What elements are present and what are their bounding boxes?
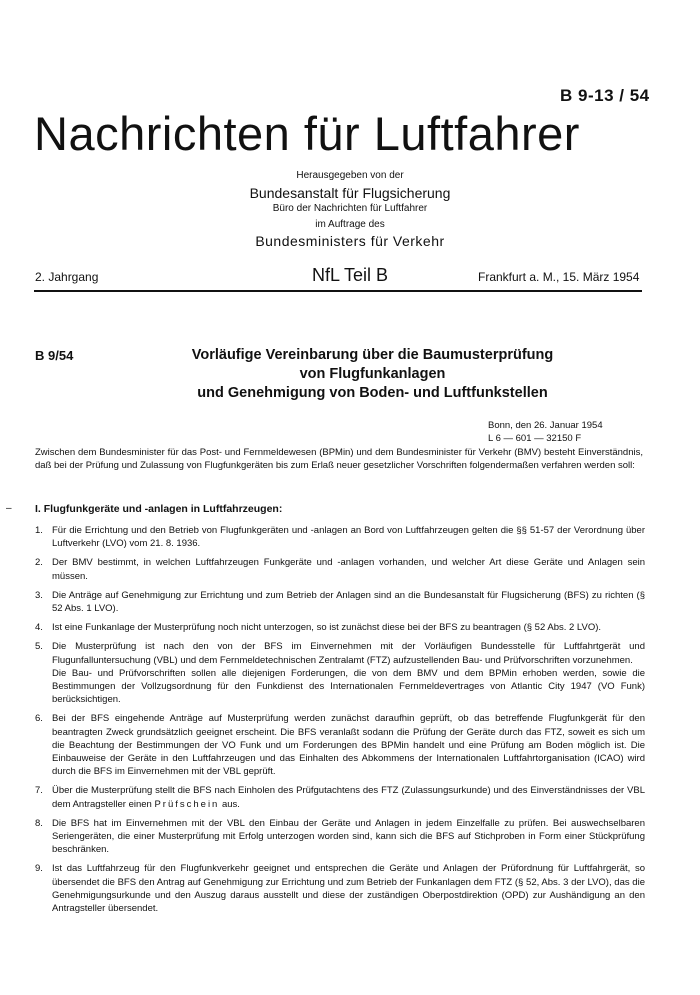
list-item-text: Bei der BFS eingehende Anträge auf Musterprüfung werden zunächst daraufhin geprüft, ob das betreffende Flugfunkgerät für den beantragten Zweck grundsätzlich geeignet erscheint. Die BFS veranlaßt sodann die Prüfung der Geräte durch das FTZ, soweit es sich um die Beachtung der Bestimmungen der VO Funk und um Forderungen des BPMin handelt und eine Prüfung am Boden möglich ist. Die Einbauweise der Geräte in den Luftfahrzeugen und das Einhalten des Abkommens der Internationalen Luftfahrtorganisation (ICAO) wird durch die BFS im Einvernehmen mit der VBL geprüft. (52, 713, 645, 778)
file-reference: L 6 — 601 — 32150 F (488, 433, 582, 444)
list-item-number: 4. (35, 622, 43, 634)
list-item-number: 7. (35, 785, 43, 797)
list-item-spaced-term: Prüfschein (154, 798, 220, 810)
list-item-number: 8. (35, 817, 43, 829)
commission-intro: im Auftrage des (315, 219, 385, 230)
volume-year: 2. Jahrgang (35, 270, 99, 284)
header-rule (34, 290, 642, 292)
list-item-text: Die BFS hat im Einvernehmen mit der VBL den Einbau der Geräte und Anlagen in jedem Einzelfalle zu prüfen. Bei auswechselbaren Seriengeräten, die einer Musterprüfung mit Erfolg unterzogen worden sind, kann sich die BFS auf Stichproben in Form einer Stückprüfung beschränken. (52, 817, 645, 856)
section-title-line-3: und Genehmigung von Boden- und Luftfunkstellen (197, 385, 548, 401)
margin-mark: – (6, 503, 12, 514)
list-item-number: 1. (35, 525, 43, 536)
publisher-intro: Herausgegeben von der (296, 170, 404, 181)
list-item-number: 9. (35, 863, 43, 875)
section-title-line-2: von Flugfunkanlagen (299, 366, 446, 382)
numbered-list (35, 518, 645, 915)
issue-code: B 9-13 / 54 (560, 86, 650, 105)
place-date: Bonn, den 26. Januar 1954 (488, 420, 603, 431)
list-item (35, 862, 645, 915)
list-item (35, 524, 645, 550)
list-item (35, 640, 645, 706)
list-item-text: Ist eine Funkanlage der Musterprüfung noch nicht unterzogen, so ist zunächst diese bei der BFS zu beantragen (§ 52 Abs. 2 LVO). (52, 622, 602, 634)
list-item-text: Ist das Luftfahrzeug für den Flugfunkverkehr geeignet und entsprechen die Geräte und Anlagen der Prüfordnung für Luftfahrgerät, so übersendet die BFS den Antrag auf Genehmigung zur Errichtung und zum Betrieb der Funkanlagen dem FTZ (§ 52, Abs. 3 der LVO), das die Genehmigungsurkunde und den Auszug daraus ausstellt und diese der zuständigen Oberpostdirektion (OPD) zur Aushändigung an den Antragsteller übersendet. (52, 863, 645, 915)
list-item-number: 5. (35, 641, 43, 653)
list-item-continuation: Die Bau- und Prüfvorschriften sollen alle diejenigen Forderungen, die von dem BMV und dem BPMin erhoben werden, sowie die Bestimmungen der Vollzugsordnung für den Funkdienst des Internationalen Fernmeldevertrages von Atlantic City 1947 (VO Funk) berücksichtigen. (52, 667, 645, 706)
part-label: NfL Teil B (311, 265, 389, 285)
ministry-name: Bundesministers für Verkehr (255, 233, 445, 249)
list-item-text-end: aus. (219, 798, 240, 810)
list-item (35, 556, 645, 582)
list-item-text: Für die Errichtung und den Betrieb von Flugfunkgeräten und -anlagen an Bord von Luftfahrzeugen gelten die §§ 51-57 der Verordnung über Luftverkehr (LVO) vom 21. 8. 1936. (52, 525, 645, 550)
section-title (120, 346, 625, 403)
list-item-number: 2. (35, 557, 43, 569)
section-title-line-1: Vorläufige Vereinbarung über die Baumusterprüfung (191, 347, 554, 363)
list-item-text: Die Musterprüfung ist nach den von der BFS im Einvernehmen mit der Vorläufigen Bundesstelle für Luftfahrtgerät und Flugunfalluntersuchung (VBL) und dem Fernmeldetechnischen Zentralamt (FTZ) aufzustellenden Bau- und Prüfvorschriften vorzunehmen. (52, 641, 645, 666)
masthead-title: Nachrichten für Luftfahrer (34, 107, 580, 160)
intro-paragraph: Zwischen dem Bundesminister für das Post- und Fernmeldewesen (BPMin) und dem Bundesminister für Verkehr (BMV) besteht Einverständnis, daß bei der Prüfung und Zulassung von Flugfunkgeräten bis zum Erlaß neuer gesetzlicher Vorschriften folgendermaßen verfahren werden soll: (35, 447, 643, 472)
section-number: B 9/54 (35, 348, 74, 363)
part-heading: I. Flugfunkgeräte und -anlagen in Luftfahrzeugen: (35, 503, 283, 515)
list-item (35, 817, 645, 857)
list-item (35, 784, 645, 810)
list-item-text: Über die Musterprüfung stellt die BFS nach Einholen des Prüfgutachtens des FTZ (Zulassungsurkunde) und des Einverständnisses der VBL dem Antragsteller einen (52, 785, 645, 810)
publisher-name: Bundesanstalt für Flugsicherung (249, 185, 451, 201)
issue-date: Frankfurt a. M., 15. März 1954 (478, 270, 640, 284)
list-item-text: Der BMV bestimmt, in welchen Luftfahrzeugen Funkgeräte und -anlagen vorhanden, und welcher Art diese Geräte und Anlagen sein müssen. (52, 557, 645, 582)
list-item-number: 3. (35, 589, 43, 601)
publisher-office: Büro der Nachrichten für Luftfahrer (272, 203, 428, 214)
list-item (35, 621, 645, 634)
list-item-number: 6. (35, 713, 43, 725)
place-date-block (488, 419, 603, 445)
list-item (35, 712, 645, 778)
list-item (35, 589, 645, 615)
list-item-text: Die Anträge auf Genehmigung zur Errichtung und zum Betrieb der Anlagen sind an die Bundesanstalt für Flugsicherung (BFS) zu richten (§ 52 Abs. 1 LVO). (52, 589, 645, 615)
